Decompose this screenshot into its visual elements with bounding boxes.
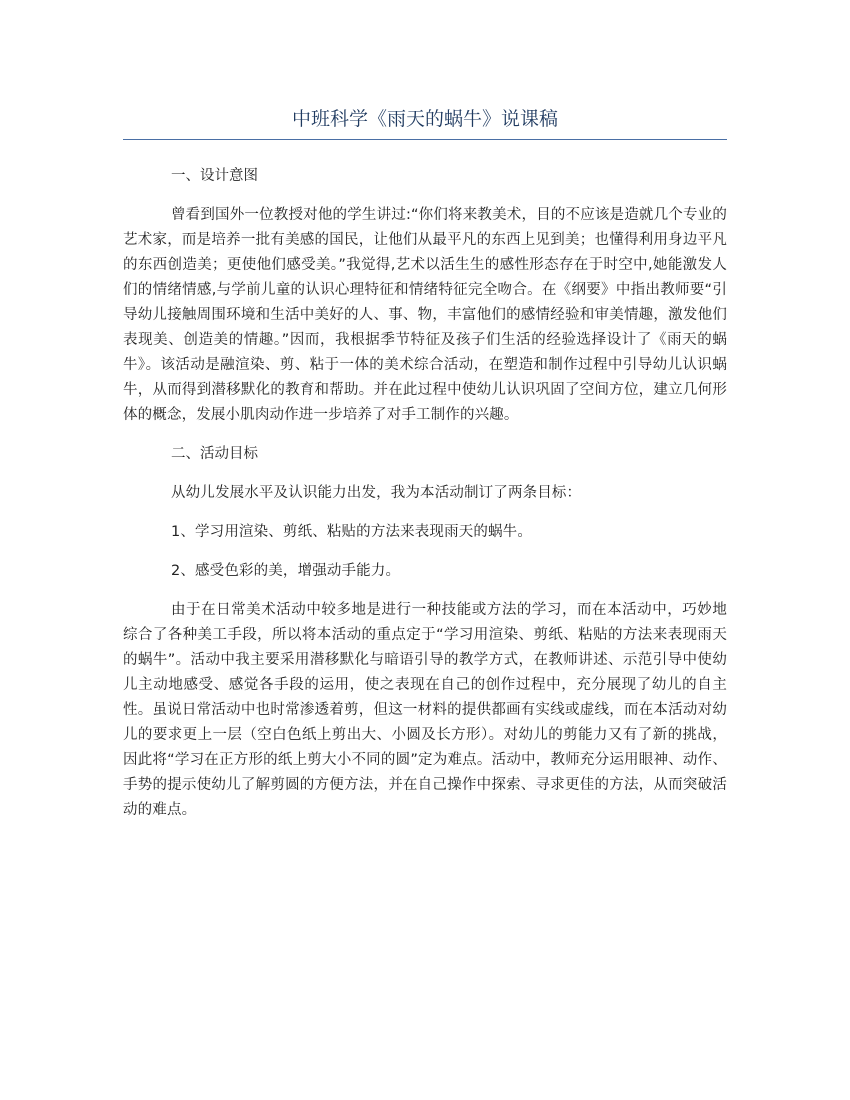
paragraph-goals-intro: 从幼儿发展水平及认识能力出发，我为本活动制订了两条目标：: [171, 485, 582, 501]
document-page: [123, 0, 727, 1100]
page-title: 中班科学《雨天的蜗牛》说课稿: [291, 108, 558, 130]
section-heading-activity-goals: 二、活动目标: [171, 446, 258, 462]
title-divider: [123, 139, 727, 140]
paragraph-focus-difficulty: 由于在日常美术活动中较多地是进行一种技能或方法的学习，而在本活动中，巧妙地综合了各种美工手段，所以将本活动的重点定于“学习用渲染、剪纸、粘贴的方法来表现雨天的蜗牛”。活动中我主要采用潜移默化与暗语引导的教学方式，在教师讲述、示范引导中使幼儿主动地感受、感觉各手段的运用，使之表现在自己的创作过程中，充分展现了幼儿的自主性。虽说日常活动中也时常渗透着剪，但这一材料的提供都画有实线或虚线，而在本活动对幼儿的要求更上一层（空白色纸上剪出大、小圆及长方形）。对幼儿的剪能力又有了新的挑战，因此将“学习在正方形的纸上剪大小不同的圆”定为难点。活动中，教师充分运用眼神、动作、手势的提示使幼儿了解剪圆的方便方法，并在自己操作中探索、寻求更佳的方法，从而突破活动的难点。: [123, 602, 727, 818]
section-heading-design-intent: 一、设计意图: [171, 168, 258, 184]
goal-item-2: 2、感受色彩的美，增强动手能力。: [171, 563, 401, 579]
paragraph-design-intent: 曾看到国外一位教授对他的学生讲过:“你们将来教美术，目的不应该是造就几个专业的艺术家，而是培养一批有美感的国民，让他们从最平凡的东西上见到美；也懂得利用身边平凡的东西创造美；更使他们感受美。”我觉得,艺术以活生生的感性形态存在于时空中,她能激发人们的情绪情感,与学前儿童的认识心理特征和情绪特征完全吻合。在《纲要》中指出教师要“引导幼儿接触周围环境和生活中美好的人、事、物，丰富他们的感情经验和审美情趣，激发他们表现美、创造美的情趣。”因而，我根据季节特征及孩子们生活的经验选择设计了《雨天的蜗牛》。该活动是融渲染、剪、粘于一体的美术综合活动，在塑造和制作过程中引导幼儿认识蜗牛，从而得到潜移默化的教育和帮助。并在此过程中使幼儿认识巩固了空间方位，建立几何形体的概念，发展小肌肉动作进一步培养了对手工制作的兴趣。: [123, 207, 727, 423]
document-body: [123, 164, 727, 837]
goal-item-1: 1、学习用渲染、剪纸、粘贴的方法来表现雨天的蜗牛。: [171, 524, 532, 540]
